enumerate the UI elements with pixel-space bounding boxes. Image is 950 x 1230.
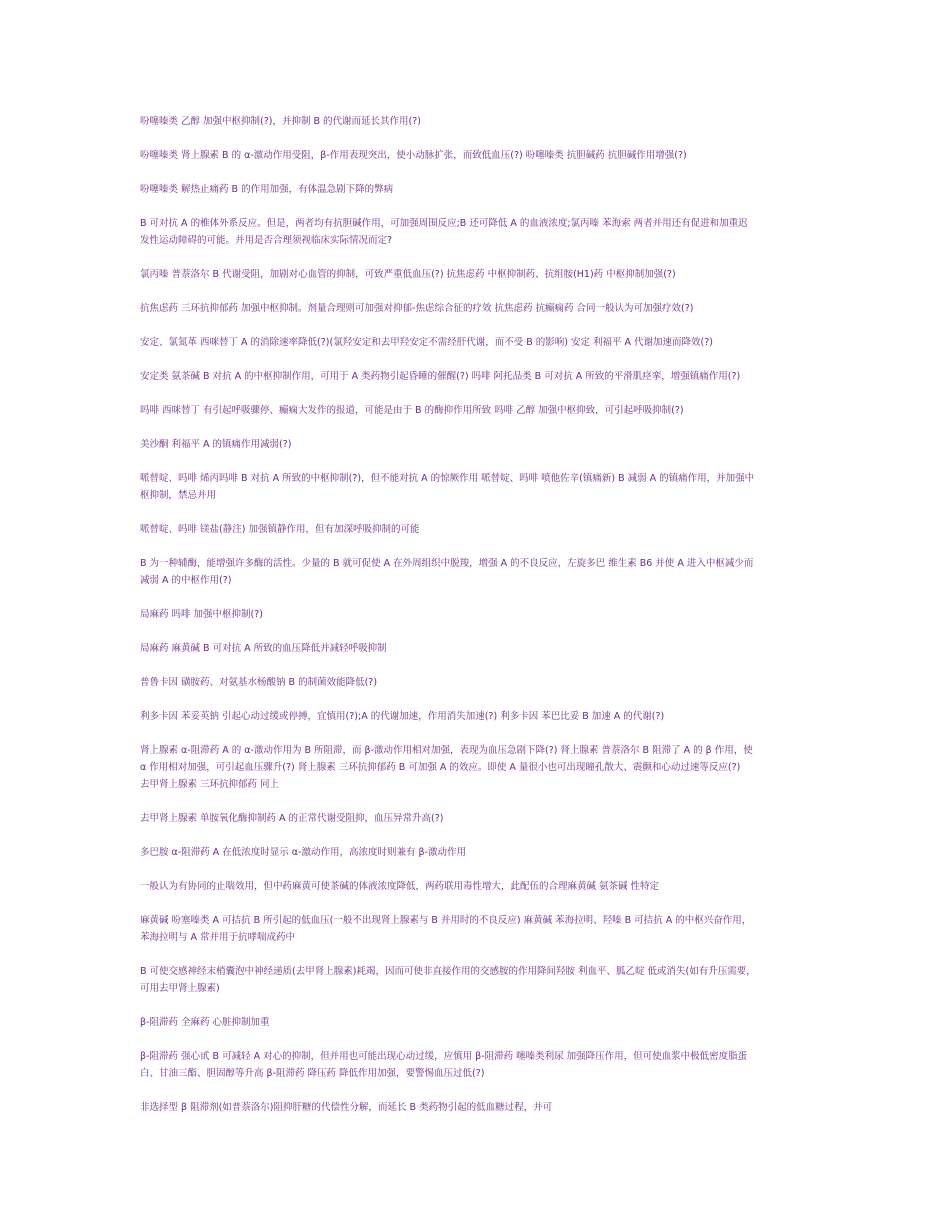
paragraph: 哌替啶、吗啡 镁盐(静注) 加强镇静作用，但有加深呼吸抑制的可能 — [140, 524, 420, 535]
paragraph: 去甲肾上腺素 单胺氧化酶抑制药 A 的正常代谢受阻抑，血压异常升高(?) — [140, 813, 444, 824]
paragraph: 多巴胺 α-阻滞药 A 在低浓度时显示 α-激动作用，高浓度时则兼有 β-激动作用 — [140, 847, 466, 858]
paragraph: 利多卡因 苯妥英钠 引起心动过缓或停搏，宜慎用(?);A 的代谢加速，作用消失加速(?) 利多卡因 苯巴比妥 B 加速 A 的代谢(?) — [140, 711, 665, 722]
paragraph: B 为一种辅酶，能增强许多酶的活性。少量的 B 就可促使 A 在外周组织中脱羧，增强 A 的不良反应，左旋多巴 维生素 B6 并使 A 进入中枢减少而 减弱 A 的中枢作用(?) — [140, 558, 754, 586]
paragraph: 安定类 氨茶碱 B 对抗 A 的中枢抑制作用，可用于 A 类药物引起昏睡的催醒(?) 吗啡 阿托品类 B 可对抗 A 所致的平滑肌痉挛，增强镇痛作用(?) — [140, 371, 741, 382]
paragraph: 安定、氯氮革 西咪替丁 A 的消除速率降低(?)(氯羟安定和去甲羟安定不需经肝代谢，而不受 B 的影响) 安定 利福平 A 代谢加速而降效(?) — [140, 337, 714, 348]
paragraph: β-阻滞药 全麻药 心脏抑制加重 — [140, 1017, 270, 1028]
paragraph: B 可使交感神经末梢囊泡中神经递质(去甲肾上腺素)耗竭，因而可使非直接作用的交感胺的作用降间羟胺 利血平、胍乙啶 低或消失(如有升压需要， 可用去甲肾上腺素) — [140, 966, 756, 994]
paragraph: 吗啡 西咪替丁 有引起呼吸骤停、癫痫大发作的报道，可能是由于 B 的酶抑作用所致 吗啡 乙醇 加强中枢抑致，可引起呼吸抑制(?) — [140, 405, 684, 416]
document-body — [140, 113, 820, 1133]
paragraph: 局麻药 麻黄碱 B 可对抗 A 所致的血压降低并减轻呼吸抑制 — [140, 643, 387, 654]
paragraph: 吩噻嗪类 乙醇 加强中枢抑制(?)，并抑制 B 的代谢而延长其作用(?) — [140, 116, 422, 127]
paragraph: β-阻滞药 强心甙 B 可减轻 A 对心的抑制，但并用也可能出现心动过缓，应慎用 β-阻滞药 噻嗪类利尿 加强降压作用，但可使血浆中极低密度脂蛋 白、甘油三酯、胆固醇等升高 β-阻滞药 降压药 降低作用加强，要警惕血压过低(?) — [140, 1051, 748, 1079]
paragraph: 抗焦虑药 三环抗抑郁药 加强中枢抑制。剂量合理则可加强对抑郁-焦虑综合征的疗效 抗焦虑药 抗癫痫药 合同一般认为可加强疗效(?) — [140, 303, 694, 314]
paragraph: 哌替啶、吗啡 烯丙吗啡 B 对抗 A 所致的中枢抑制(?)，但不能对抗 A 的惊厥作用 哌替啶、吗啡 喷他佐辛(镇痛新) B 减弱 A 的镇痛作用，并加强中 枢抑制，禁忌并用 — [140, 473, 755, 501]
paragraph: 吩噻嗪类 肾上腺素 B 的 α-激动作用受阻，β-作用表现突出，使小动脉扩张，而致低血压(?) 吩噻嗪类 抗胆碱药 抗胆碱作用增强(?) — [140, 150, 687, 161]
paragraph: 氯丙嗪 普萘洛尔 B 代谢受阻，加剧对心血管的抑制，可致严重低血压(?) 抗焦虑药 中枢抑制药、抗组胺(H1)药 中枢抑制加强(?) — [140, 269, 676, 280]
paragraph: 一般认为有协同的止喘效用，但中药麻黄可使茶碱的体液浓度降低，两药联用毒性增大，此配伍的合理麻黄碱 氨茶碱 性特定 — [140, 881, 660, 892]
paragraph: 美沙酮 利福平 A 的镇痛作用减弱(?) — [140, 439, 292, 450]
paragraph: 吩噻嗪类 解热止痛药 B 的作用加强，有体温急剧下降的弊病 — [140, 184, 394, 195]
paragraph: B 可对抗 A 的椎体外系反应。但是，两者均有抗胆碱作用，可加强周围反应;B 还可降低 A 的血液浓度;氯丙嗪 苯海索 两者并用还有促进和加重迟 发性运动障碍的可能。并用是否合理须视临床实际情况而定? — [140, 218, 748, 246]
paragraph: 麻黄碱 吩塞嗪类 A 可拮抗 B 所引起的低血压(一般不出现肾上腺素与 B 并用时的不良反应) 麻黄碱 苯海拉明、羟嗪 B 可拮抗 A 的中枢兴奋作用， 苯海拉明与 A 常并用于抗哮喘成药中 — [140, 915, 752, 943]
paragraph: 局麻药 吗啡 加强中枢抑制(?) — [140, 609, 263, 620]
paragraph: 非选择型 β 阻滞剂(如普萘洛尔)阻抑肝糖的代偿性分解，而延长 B 类药物引起的低血糖过程，并可 — [140, 1102, 553, 1113]
paragraph: 普鲁卡因 磺胺药、对氨基水杨酸钠 B 的制菌效能降低(?) — [140, 677, 378, 688]
paragraph: 肾上腺素 α-阻滞药 A 的 α-激动作用为 B 所阻滞，而 β-激动作用相对加强，表现为血压急剧下降(?) 肾上腺素 普萘洛尔 B 阻滞了 A 的 β 作用，使 α 作用相对加强，可引起血压骤升(?) 肾上腺素 三环抗抑郁药 B 可加强 A 的效应。即使 A 量很小也可出现瞳孔散大、震颤和心动过速等反应(?) 去甲肾上腺素 三环抗抑郁药 同上 — [140, 745, 753, 790]
